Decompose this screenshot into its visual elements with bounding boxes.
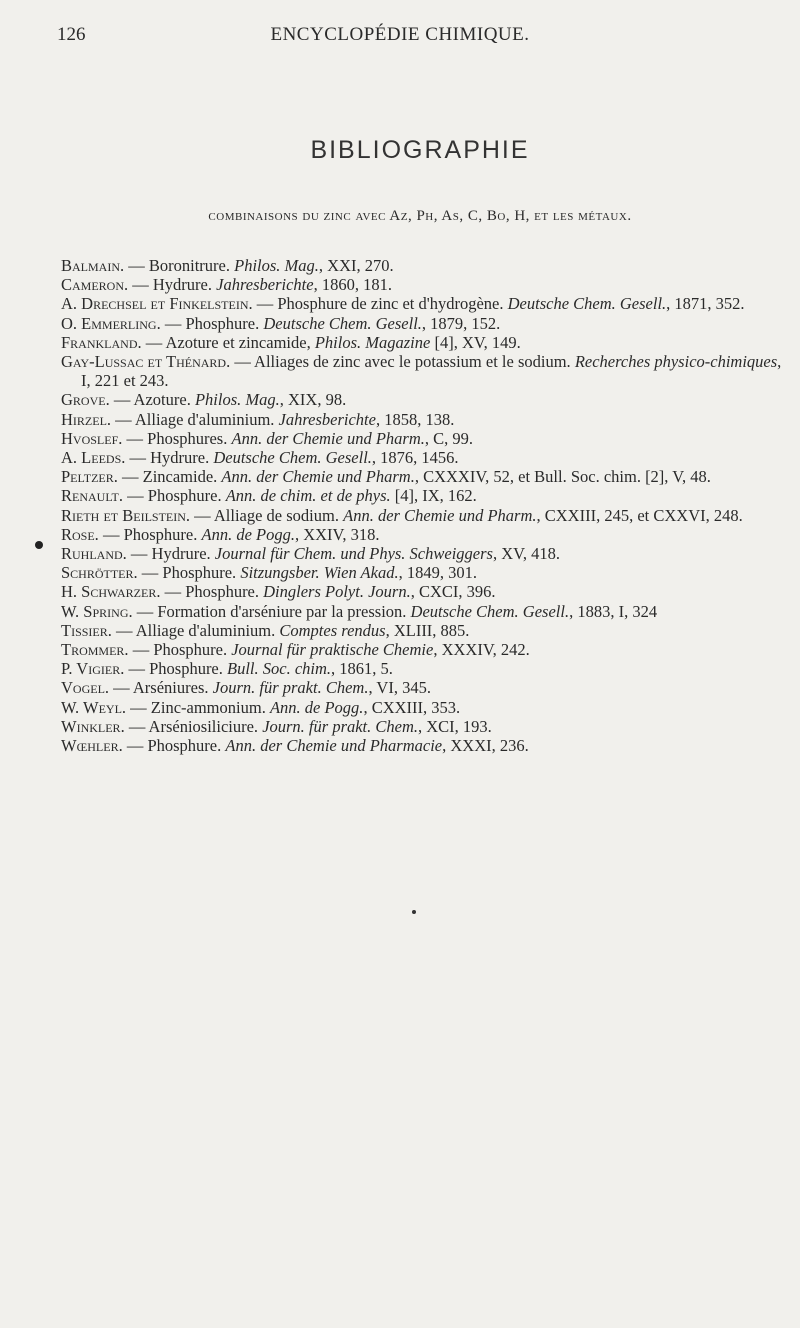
entry-text: — Azoture et zincamide, — [141, 332, 315, 352]
citation-details: , CXXIII, 245, et CXXVI, 248. — [536, 505, 743, 525]
bibliography-entry — [61, 448, 791, 467]
journal-title: Ann. de chim. et de phys. — [225, 486, 391, 506]
bibliography-entry — [61, 659, 791, 678]
author: Vogel. — [61, 678, 110, 698]
bibliography-list — [61, 256, 791, 755]
author: Peltzer. — [61, 467, 118, 487]
citation-details: , C, 99. — [424, 428, 474, 448]
journal-title: Ann. de Pogg. — [201, 524, 295, 544]
author: Schrötter. — [61, 563, 138, 583]
entry-text: — Hydrure. — [126, 544, 215, 564]
bibliography-entry — [61, 640, 791, 659]
journal-title: Deutsche Chem. Gesell. — [263, 313, 422, 333]
citation-details: , 1883, I, 324 — [569, 601, 658, 621]
author: A. Drechsel et Finkelstein. — [61, 294, 253, 314]
section-title: BIBLIOGRAPHIE — [310, 136, 530, 164]
author: Gay-Lussac et Thénard. — [61, 352, 231, 372]
citation-details: , 1860, 181. — [313, 275, 392, 295]
entry-text: — Phosphure. — [160, 313, 264, 333]
entry-text: — Boronitrure. — [124, 256, 235, 275]
bibliography-entry — [61, 275, 791, 294]
entry-text: — Phosphure. — [98, 524, 202, 544]
author: Hvoslef. — [61, 428, 123, 448]
bibliography-entry — [61, 582, 791, 601]
entry-text: — Formation d'arséniure par la pression. — [132, 601, 411, 621]
entry-text: — Azoture. — [109, 390, 195, 410]
running-title: ENCYCLOPÉDIE CHIMIQUE. — [270, 24, 530, 45]
entry-text: — Phosphure. — [128, 640, 232, 660]
author: Rieth et Beilstein. — [61, 505, 191, 525]
journal-title: Ann. der Chemie und Pharm. — [221, 467, 415, 487]
author: Tissier. — [61, 620, 112, 640]
citation-details: , XIX, 98. — [279, 390, 347, 410]
page-header — [0, 24, 800, 52]
journal-title: Jahresberichte — [216, 275, 314, 295]
journal-title: Philos. Mag. — [194, 390, 280, 410]
entry-text: — Phosphure de zinc et d'hydrogène. — [252, 294, 508, 314]
bibliography-entry — [61, 314, 791, 333]
journal-title: Deutsche Chem. Gesell. — [507, 294, 667, 314]
journal-title: Journ. für prakt. Chem. — [212, 678, 369, 698]
citation-details: , CXXIII, 353. — [363, 697, 461, 717]
bibliography-entry — [61, 602, 791, 621]
journal-title: Comptes rendus — [279, 620, 386, 640]
journal-title: Bull. Soc. chim. — [227, 659, 332, 679]
citation-details: , CXCI, 396. — [410, 582, 496, 602]
bibliography-entry — [61, 294, 791, 313]
journal-title: Recherches physico-chimiques — [574, 352, 778, 372]
entry-text: — Alliages de zinc avec le potassium et le sodium. — [230, 352, 575, 372]
entry-text: — Alliage de sodium. — [190, 505, 344, 525]
journal-title: Dinglers Polyt. Journ. — [263, 582, 411, 602]
author: W. Weyl. — [61, 697, 127, 717]
bibliography-entry — [61, 544, 791, 563]
author: P. Vigier. — [61, 659, 125, 679]
author: Rose. — [61, 524, 99, 544]
author: Hirzel. — [61, 409, 112, 429]
author: Winkler. — [61, 716, 125, 736]
citation-details: , XXIV, 318. — [294, 524, 380, 544]
author: Cameron. — [61, 275, 129, 295]
journal-title: Ann. de Pogg. — [269, 697, 364, 717]
bibliography-entry — [61, 429, 791, 448]
bibliography-entry — [61, 333, 791, 352]
entry-text: — Hydrure. — [128, 275, 217, 295]
author: Renault. — [61, 486, 124, 506]
citation-details: , 1849, 301. — [398, 563, 477, 583]
bibliography-entry — [61, 717, 791, 736]
entry-text: — Zinc-ammonium. — [126, 697, 270, 717]
journal-title: Deutsche Chem. Gesell. — [213, 448, 372, 468]
author: A. Leeds. — [61, 448, 126, 468]
print-speck — [412, 910, 416, 914]
citation-details: , XV, 418. — [492, 544, 561, 564]
entry-text: — Arséniures. — [109, 678, 213, 698]
entry-text: — Phosphure. — [124, 659, 228, 679]
author: Ruhland. — [61, 544, 127, 564]
bibliography-entry — [61, 506, 791, 525]
citation-details: , 1876, 1456. — [371, 448, 459, 468]
journal-title: Journal für praktische Chemie — [231, 640, 434, 660]
bibliography-entry — [61, 256, 791, 275]
author: H. Schwarzer. — [61, 582, 161, 602]
citation-details: , I, 221 et 243. — [81, 352, 782, 391]
bibliography-entry — [61, 563, 791, 582]
citation-details: [4], XV, 149. — [430, 332, 521, 352]
citation-details: , XXXI, 236. — [442, 736, 529, 756]
author: Grove. — [61, 390, 110, 410]
journal-title: Philos. Mag. — [234, 256, 319, 275]
journal-title: Ann. der Chemie und Pharm. — [231, 428, 425, 448]
entry-text: — Phosphures. — [122, 428, 232, 448]
bibliography-entry — [61, 678, 791, 697]
entry-text: — Hydrure. — [125, 448, 214, 468]
bibliography-entry — [61, 736, 791, 755]
entry-text: — Alliage d'aluminium. — [111, 620, 280, 640]
bibliography-entry — [61, 390, 791, 409]
journal-title: Ann. der Chemie und Pharm. — [343, 505, 537, 525]
bibliography-entry — [61, 621, 791, 640]
journal-title: Philos. Magazine — [314, 332, 431, 352]
bibliography-entry — [61, 410, 791, 429]
citation-details: , XCI, 193. — [418, 716, 492, 736]
entry-text: — Phosphure. — [123, 486, 226, 506]
entry-text: — Alliage d'aluminium. — [111, 409, 279, 429]
journal-title: Journal für Chem. und Phys. Schweiggers — [214, 544, 493, 564]
journal-title: Sitzungsber. Wien Akad. — [240, 563, 399, 583]
author: Wœhler. — [61, 736, 123, 756]
entry-text: — Phosphure. — [122, 736, 226, 756]
entry-text: — Phosphure. — [160, 582, 264, 602]
entry-text: — Zincamide. — [117, 467, 222, 487]
page-number: 126 — [57, 24, 86, 45]
citation-details: , 1861, 5. — [331, 659, 393, 679]
citation-details: , 1879, 152. — [421, 313, 501, 333]
journal-title: Journ. für prakt. Chem. — [262, 716, 419, 736]
section-subtitle: combinaisons du zinc avec Az, Ph, As, C, Bo, H, et les métaux. — [208, 208, 632, 224]
citation-details: , XXI, 270. — [318, 256, 394, 275]
journal-title: Deutsche Chem. Gesell. — [410, 601, 570, 621]
bibliography-entry — [61, 486, 791, 505]
citation-details: [4], IX, 162. — [390, 486, 477, 506]
bibliography-entry — [61, 525, 791, 544]
citation-details: , 1871, 352. — [666, 294, 745, 314]
author: W. Spring. — [61, 601, 133, 621]
margin-mark — [35, 541, 43, 549]
bibliography-entry — [61, 352, 791, 390]
entry-text: — Phosphure. — [137, 563, 241, 583]
citation-details: , XLIII, 885. — [385, 620, 470, 640]
journal-title: Jahresberichte — [278, 409, 376, 429]
citation-details: , XXXIV, 242. — [433, 640, 530, 660]
author: O. Emmerling. — [61, 313, 161, 333]
citation-details: , CXXXIV, 52, et Bull. Soc. chim. [2], V, 48. — [414, 467, 711, 487]
citation-details: , 1858, 138. — [375, 409, 455, 429]
author: Balmain. — [61, 256, 125, 275]
bibliography-entry — [61, 698, 791, 717]
bibliography-entry — [61, 467, 791, 486]
citation-details: , VI, 345. — [368, 678, 431, 698]
author: Trommer. — [61, 640, 129, 660]
journal-title: Ann. der Chemie und Pharmacie — [225, 736, 443, 756]
author: Frankland. — [61, 332, 142, 352]
entry-text: — Arséniosiliciure. — [124, 716, 263, 736]
